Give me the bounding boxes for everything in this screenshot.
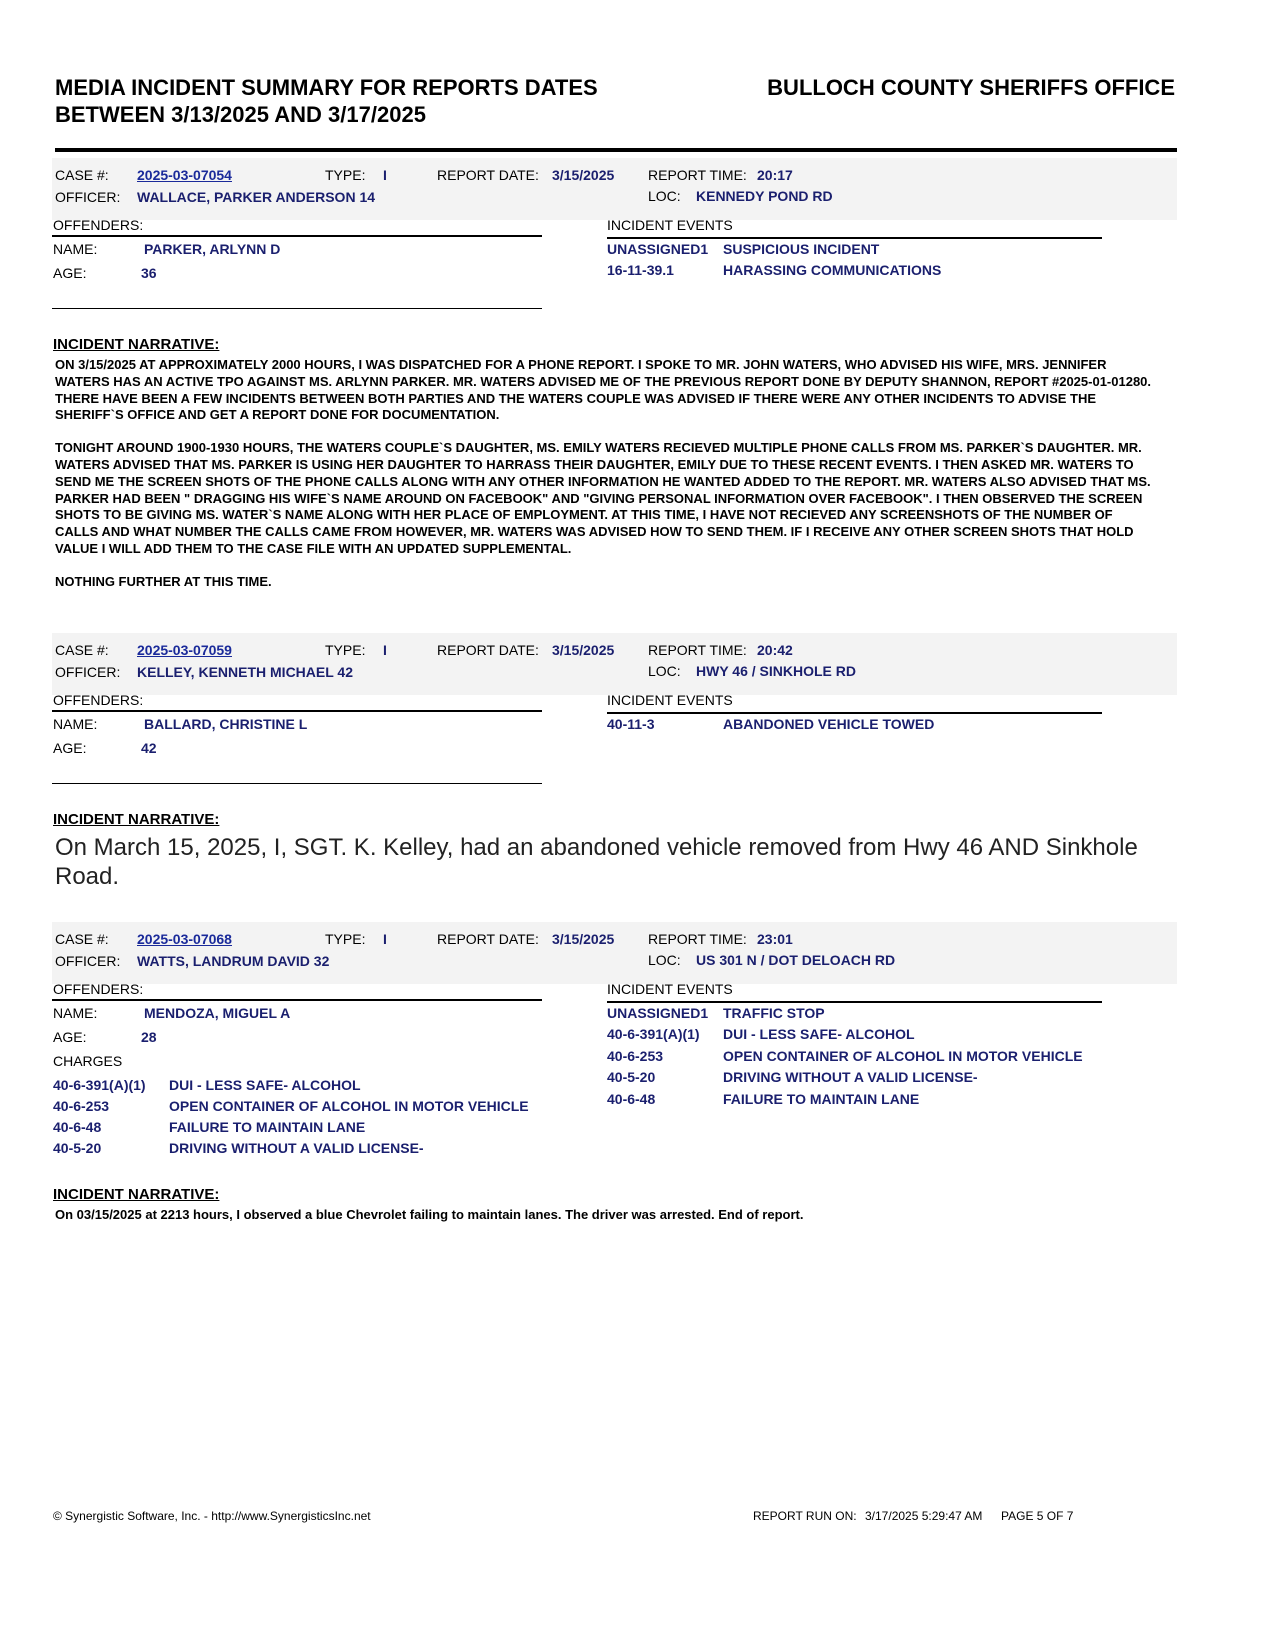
offenders-rule <box>52 235 542 237</box>
report-date-value: 3/15/2025 <box>552 931 615 947</box>
footer-copyright: © Synergistic Software, Inc. - http://www.SynergisticsInc.net <box>53 1509 371 1523</box>
loc-label: LOC: <box>648 952 681 968</box>
offenders-heading: OFFENDERS: <box>53 981 144 997</box>
header-divider <box>55 148 1177 152</box>
event-code: 40-6-391(A)(1) <box>607 1026 700 1042</box>
case-label: CASE #: <box>55 931 109 947</box>
event-code: UNASSIGNED1 <box>607 241 709 257</box>
footer-run-on-label: REPORT RUN ON: <box>753 1509 857 1523</box>
incident-events-heading: INCIDENT EVENTS <box>607 217 733 233</box>
loc-label: LOC: <box>648 188 681 204</box>
loc-label: LOC: <box>648 663 681 679</box>
charge-desc: OPEN CONTAINER OF ALCOHOL IN MOTOR VEHICLE <box>169 1098 529 1114</box>
event-desc: TRAFFIC STOP <box>723 1005 825 1021</box>
narrative-paragraph: NOTHING FURTHER AT THIS TIME. <box>55 573 272 589</box>
narrative-text: On March 15, 2025, I, SGT. K. Kelley, had an abandoned vehicle removed from Hwy 46 AND Sinkhole Road. <box>55 834 1138 890</box>
officer-value: WALLACE, PARKER ANDERSON 14 <box>137 189 376 205</box>
age-label: AGE: <box>53 265 87 281</box>
charge-desc: DRIVING WITHOUT A VALID LICENSE- <box>169 1140 424 1156</box>
type-label: TYPE: <box>325 642 366 658</box>
type-value: I <box>383 167 387 183</box>
case-label: CASE #: <box>55 642 109 658</box>
offenders-heading: OFFENDERS: <box>53 217 144 233</box>
charge-code: 40-6-253 <box>53 1098 110 1114</box>
report-time-value: 20:17 <box>757 167 793 183</box>
event-code: 40-5-20 <box>607 1069 656 1085</box>
age-label: AGE: <box>53 740 87 756</box>
officer-label: OFFICER: <box>55 664 121 680</box>
offenders-rule <box>52 710 542 712</box>
case-label: CASE #: <box>55 167 109 183</box>
offender-bottom-rule <box>52 308 542 309</box>
narrative-heading: INCIDENT NARRATIVE: <box>53 336 220 353</box>
case-number-link[interactable]: 2025-03-07059 <box>137 642 232 658</box>
offender-name: MENDOZA, MIGUEL A <box>144 1005 291 1021</box>
name-label: NAME: <box>53 1005 98 1021</box>
officer-label: OFFICER: <box>55 953 121 969</box>
offender-name: BALLARD, CHRISTINE L <box>144 716 308 732</box>
report-time-value: 20:42 <box>757 642 793 658</box>
type-label: TYPE: <box>325 167 366 183</box>
report-time-label: REPORT TIME: <box>648 931 747 947</box>
name-label: NAME: <box>53 241 98 257</box>
offender-age: 28 <box>141 1029 157 1045</box>
event-desc: DUI - LESS SAFE- ALCOHOL <box>723 1026 915 1042</box>
event-desc: FAILURE TO MAINTAIN LANE <box>723 1091 920 1107</box>
incident-events-heading: INCIDENT EVENTS <box>607 692 733 708</box>
event-code: 16-11-39.1 <box>607 262 674 278</box>
footer-page-number: PAGE 5 OF 7 <box>1001 1509 1074 1523</box>
name-label: NAME: <box>53 716 98 732</box>
type-label: TYPE: <box>325 931 366 947</box>
type-value: I <box>383 931 387 947</box>
charge-code: 40-5-20 <box>53 1140 102 1156</box>
offenders-heading: OFFENDERS: <box>53 692 144 708</box>
narrative-heading: INCIDENT NARRATIVE: <box>53 1186 220 1203</box>
narrative-paragraph: TONIGHT AROUND 1900-1930 HOURS, THE WATERS COUPLE`S DAUGHTER, MS. EMILY WATERS RECIEVED MULTIPLE PHONE CALLS FROM MS. PARKER`S DAUGHTER. MR. WATERS ADVISED THAT MS. PARKER IS USING HER DAUGHTER TO HARRASS THEIR DAUGHTER, EMILY DUE TO THESE RECENT EVENTS. I THEN ASKED MR. WATERS TO SEND ME THE SCREEN SHOTS OF THE PHONE CALLS ALONG WITH ANY OTHER INFORMATION HE WANTED ADDED TO THE REPORT. MR. WATERS ALSO ADVISED THAT MS. PARKER HAD BEEN " DRAGGING HIS WIFE`S NAME AROUND ON FACEBOOK" AND "GIVING PERSONAL INFORMATION OVER FACEBOOK". I THEN OBSERVED THE SCREEN SHOTS TO BE GIVING MS. WATER`S NAME ALONG WITH HER PLACE OF EMPLOYMENT. AT THIS TIME, I HAVE NOT RECIEVED ANY SCREENSHOTS OF THE NUMBER OF CALLS AND WHAT NUMBER THE CALLS CAME FROM HOWEVER, MR. WATERS WAS ADVISED HOW TO SEND THEM. IF I RECEIVE ANY OTHER SCREEN SHOTS THAT HOLD VALUE I WILL ADD THEM TO THE CASE FILE WITH AN UPDATED SUPPLEMENTAL. <box>55 440 1151 556</box>
report-date-label: REPORT DATE: <box>437 931 539 947</box>
report-date-value: 3/15/2025 <box>552 167 615 183</box>
report-time-label: REPORT TIME: <box>648 167 747 183</box>
report-date-label: REPORT DATE: <box>437 167 539 183</box>
events-rule <box>607 1001 1102 1003</box>
offender-name: PARKER, ARLYNN D <box>144 241 281 257</box>
loc-value: KENNEDY POND RD <box>696 188 833 204</box>
officer-value: WATTS, LANDRUM DAVID 32 <box>137 953 330 969</box>
event-desc: OPEN CONTAINER OF ALCOHOL IN MOTOR VEHICLE <box>723 1048 1083 1064</box>
report-time-label: REPORT TIME: <box>648 642 747 658</box>
event-desc: DRIVING WITHOUT A VALID LICENSE- <box>723 1069 978 1085</box>
event-desc: SUSPICIOUS INCIDENT <box>723 241 880 257</box>
agency-name: BULLOCH COUNTY SHERIFFS OFFICE <box>767 75 1175 100</box>
offenders-rule <box>52 999 542 1001</box>
events-rule <box>607 237 1102 239</box>
narrative-heading: INCIDENT NARRATIVE: <box>53 811 220 828</box>
offender-age: 36 <box>141 265 157 281</box>
charges-heading: CHARGES <box>53 1053 123 1069</box>
loc-value: HWY 46 / SINKHOLE RD <box>696 663 856 679</box>
event-code: 40-6-48 <box>607 1091 656 1107</box>
charge-code: 40-6-48 <box>53 1119 102 1135</box>
report-title: MEDIA INCIDENT SUMMARY FOR REPORTS DATES BETWEEN 3/13/2025 AND 3/17/2025 <box>55 75 598 127</box>
age-label: AGE: <box>53 1029 87 1045</box>
charge-code: 40-6-391(A)(1) <box>53 1077 146 1093</box>
case-number-link[interactable]: 2025-03-07054 <box>137 167 232 183</box>
events-rule <box>607 712 1102 714</box>
charge-desc: FAILURE TO MAINTAIN LANE <box>169 1119 366 1135</box>
report-time-value: 23:01 <box>757 931 793 947</box>
event-code: 40-11-3 <box>607 716 655 732</box>
event-desc: HARASSING COMMUNICATIONS <box>723 262 942 278</box>
footer-run-on-value: 3/17/2025 5:29:47 AM <box>865 1509 983 1523</box>
loc-value: US 301 N / DOT DELOACH RD <box>696 952 896 968</box>
charge-desc: DUI - LESS SAFE- ALCOHOL <box>169 1077 361 1093</box>
event-desc: ABANDONED VEHICLE TOWED <box>723 716 935 732</box>
report-date-value: 3/15/2025 <box>552 642 615 658</box>
offender-age: 42 <box>141 740 157 756</box>
case-number-link[interactable]: 2025-03-07068 <box>137 931 232 947</box>
offender-bottom-rule <box>52 783 542 784</box>
event-code: 40-6-253 <box>607 1048 664 1064</box>
narrative-text: On 03/15/2025 at 2213 hours, I observed a blue Chevrolet failing to maintain lanes. The driver was arrested. End of report. <box>55 1207 804 1222</box>
narrative-paragraph: ON 3/15/2025 AT APPROXIMATELY 2000 HOURS, I WAS DISPATCHED FOR A PHONE REPORT. I SPOKE TO MR. JOHN WATERS, WHO ADVISED HIS WIFE, MRS. JENNIFER WATERS HAS AN ACTIVE TPO AGAINST MS. ARLYNN PARKER. MR. WATERS ADVISED ME OF THE PREVIOUS REPORT DONE BY DEPUTY SHANNON, REPORT #2025-01-01280. THERE HAVE BEEN A FEW INCIDENTS BETWEEN BOTH PARTIES AND THE WATERS COUPLE WAS ADVISED IF THERE WERE ANY OTHER INCIDENTS TO ADVISE THE SHERIFF`S OFFICE AND GET A REPORT DONE FOR DOCUMENTATION. <box>55 357 1152 423</box>
report-date-label: REPORT DATE: <box>437 642 539 658</box>
incident-events-heading: INCIDENT EVENTS <box>607 981 733 997</box>
type-value: I <box>383 642 387 658</box>
officer-label: OFFICER: <box>55 189 121 205</box>
narrative-text <box>55 357 1155 607</box>
officer-value: KELLEY, KENNETH MICHAEL 42 <box>137 664 353 680</box>
event-code: UNASSIGNED1 <box>607 1005 709 1021</box>
